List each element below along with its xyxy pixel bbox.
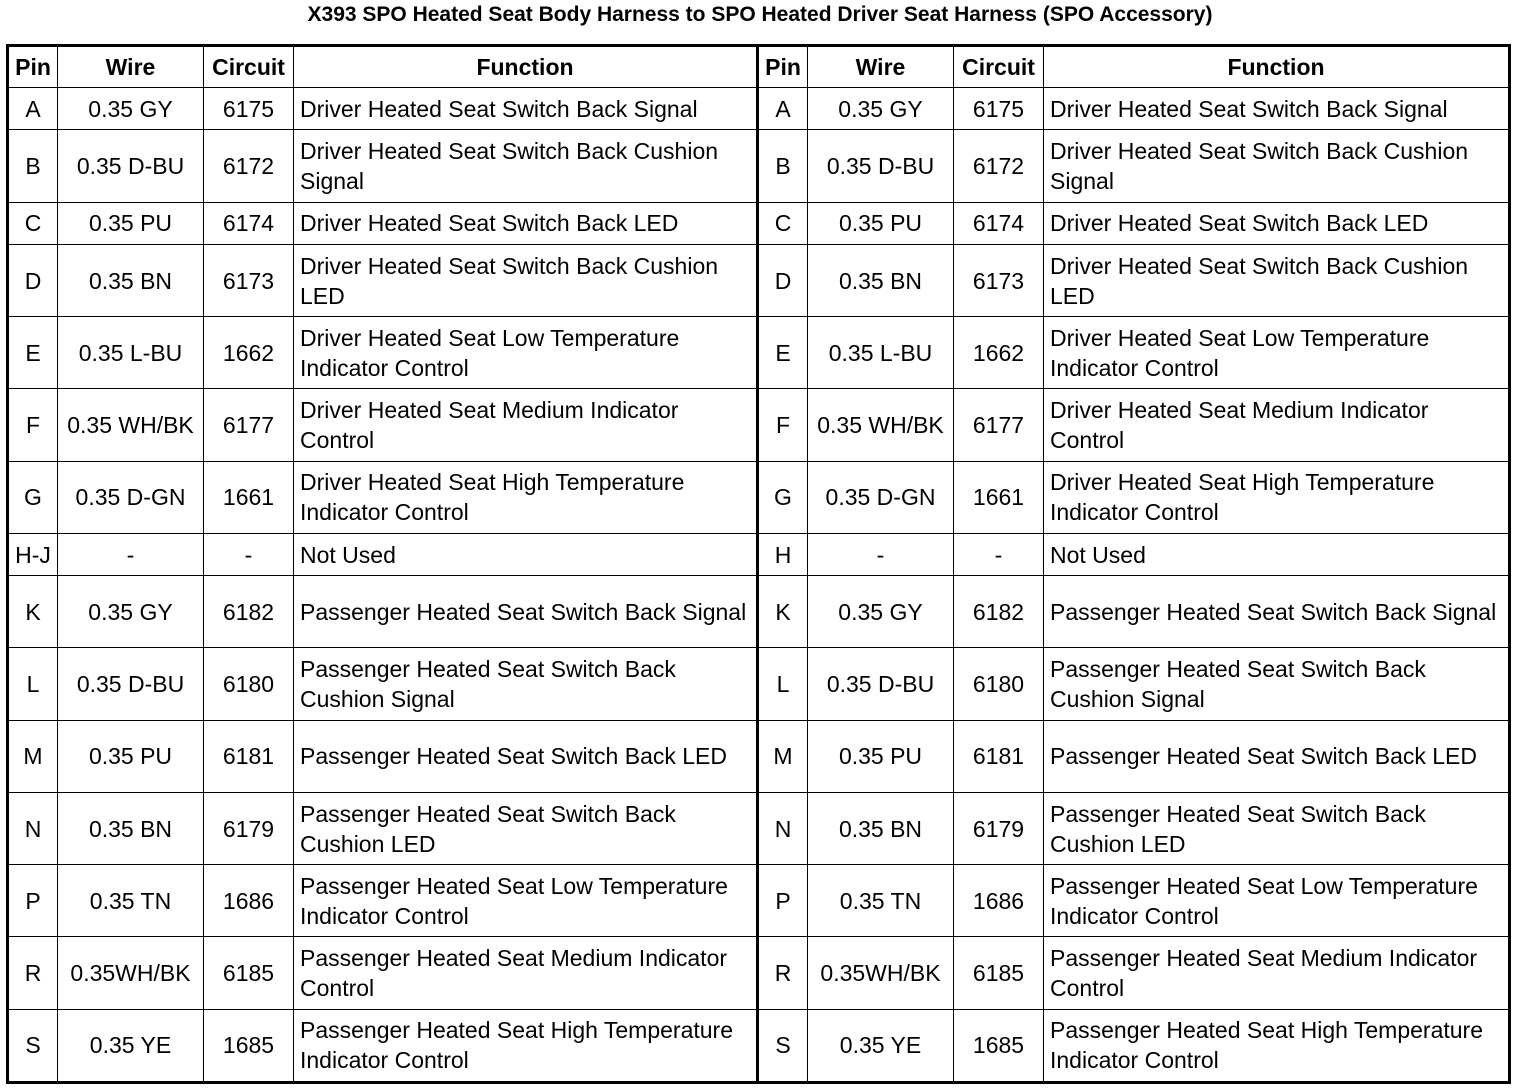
wire-cell: 0.35 YE [808,1009,954,1082]
header-function: Function [1044,46,1510,88]
function-cell: Not Used [1044,533,1510,575]
circuit-cell: 6181 [204,720,294,792]
pin-cell: N [758,792,808,864]
circuit-cell: - [204,533,294,575]
pin-cell: C [758,202,808,244]
function-cell: Driver Heated Seat Medium Indicator Control [1044,389,1510,461]
wire-cell: 0.35 GY [808,576,954,648]
function-cell: Driver Heated Seat Switch Back Cushion Signal [294,130,758,202]
table-row [8,244,1510,316]
function-cell: Driver Heated Seat Switch Back Cushion LED [294,244,758,316]
function-cell: Passenger Heated Seat Switch Back LED [294,720,758,792]
circuit-cell: 1662 [204,317,294,389]
table-row [8,202,1510,244]
circuit-cell: 6173 [204,244,294,316]
header-circuit: Circuit [204,46,294,88]
circuit-cell: 6172 [204,130,294,202]
header-pin: Pin [758,46,808,88]
function-cell: Driver Heated Seat Low Temperature Indicator Control [1044,317,1510,389]
table-row [8,88,1510,130]
wire-cell: 0.35WH/BK [58,937,204,1009]
pin-cell: P [8,865,58,937]
circuit-cell: 6175 [204,88,294,130]
function-cell: Driver Heated Seat Switch Back Cushion LED [1044,244,1510,316]
function-cell: Driver Heated Seat Low Temperature Indicator Control [294,317,758,389]
function-cell: Driver Heated Seat Switch Back LED [294,202,758,244]
circuit-cell: 6185 [204,937,294,1009]
wire-cell: 0.35 D-BU [808,648,954,720]
circuit-cell: 6182 [204,576,294,648]
wire-cell: 0.35 PU [808,202,954,244]
wire-cell: 0.35 TN [58,865,204,937]
function-cell: Passenger Heated Seat Switch Back Signal [1044,576,1510,648]
circuit-cell: 1685 [954,1009,1044,1082]
pin-cell: L [8,648,58,720]
pin-cell: E [758,317,808,389]
header-circuit: Circuit [954,46,1044,88]
circuit-cell: 6174 [204,202,294,244]
pin-cell: D [8,244,58,316]
pinout-table [6,44,1511,1084]
pin-cell: D [758,244,808,316]
pin-cell: G [758,461,808,533]
wire-cell: 0.35 GY [58,88,204,130]
header-row [8,46,1510,88]
wire-cell: 0.35 PU [808,720,954,792]
wire-cell: 0.35 BN [58,792,204,864]
function-cell: Driver Heated Seat Switch Back Signal [294,88,758,130]
function-cell: Passenger Heated Seat High Temperature Indicator Control [1044,1009,1510,1082]
function-cell: Passenger Heated Seat Switch Back Signal [294,576,758,648]
pin-cell: F [758,389,808,461]
pin-cell: K [8,576,58,648]
function-cell: Passenger Heated Seat Switch Back Cushion Signal [1044,648,1510,720]
circuit-cell: - [954,533,1044,575]
wire-cell: 0.35 D-BU [808,130,954,202]
function-cell: Driver Heated Seat Switch Back Cushion Signal [1044,130,1510,202]
pin-cell: N [8,792,58,864]
table-row [8,533,1510,575]
wire-cell: 0.35 L-BU [58,317,204,389]
wire-cell: - [808,533,954,575]
header-wire: Wire [808,46,954,88]
pin-cell: C [8,202,58,244]
pin-cell: S [758,1009,808,1082]
circuit-cell: 6173 [954,244,1044,316]
circuit-cell: 6172 [954,130,1044,202]
circuit-cell: 6177 [954,389,1044,461]
header-function: Function [294,46,758,88]
circuit-cell: 1661 [954,461,1044,533]
wire-cell: 0.35 TN [808,865,954,937]
pin-cell: H-J [8,533,58,575]
circuit-cell: 6175 [954,88,1044,130]
circuit-cell: 6180 [954,648,1044,720]
header-wire: Wire [58,46,204,88]
pin-cell: R [8,937,58,1009]
circuit-cell: 6185 [954,937,1044,1009]
wire-cell: 0.35 D-BU [58,130,204,202]
circuit-cell: 6182 [954,576,1044,648]
wire-cell: 0.35WH/BK [808,937,954,1009]
table-row [8,317,1510,389]
pin-cell: K [758,576,808,648]
wire-cell: 0.35 BN [58,244,204,316]
wire-cell: 0.35 WH/BK [58,389,204,461]
table-row [8,576,1510,648]
pin-cell: R [758,937,808,1009]
pin-cell: M [8,720,58,792]
pin-cell: M [758,720,808,792]
function-cell: Passenger Heated Seat Switch Back LED [1044,720,1510,792]
wire-cell: 0.35 WH/BK [808,389,954,461]
circuit-cell: 1685 [204,1009,294,1082]
pin-cell: A [758,88,808,130]
table-row [8,1009,1510,1082]
circuit-cell: 6181 [954,720,1044,792]
table-row [8,130,1510,202]
circuit-cell: 1686 [204,865,294,937]
function-cell: Passenger Heated Seat Switch Back Cushion LED [1044,792,1510,864]
wire-cell: 0.35 GY [808,88,954,130]
pin-cell: L [758,648,808,720]
pin-cell: B [758,130,808,202]
pin-cell: E [8,317,58,389]
function-cell: Passenger Heated Seat Medium Indicator Control [294,937,758,1009]
pin-cell: B [8,130,58,202]
wire-cell: 0.35 BN [808,244,954,316]
function-cell: Passenger Heated Seat Low Temperature Indicator Control [294,865,758,937]
circuit-cell: 1686 [954,865,1044,937]
function-cell: Driver Heated Seat Switch Back Signal [1044,88,1510,130]
document-title: X393 SPO Heated Seat Body Harness to SPO Heated Driver Seat Harness (SPO Accessory) [307,3,1213,26]
pin-cell: H [758,533,808,575]
wire-cell: 0.35 PU [58,720,204,792]
pin-cell: A [8,88,58,130]
function-cell: Driver Heated Seat Medium Indicator Control [294,389,758,461]
wire-cell: 0.35 D-GN [58,461,204,533]
function-cell: Driver Heated Seat High Temperature Indicator Control [294,461,758,533]
table-row [8,865,1510,937]
function-cell: Passenger Heated Seat Switch Back Cushion LED [294,792,758,864]
circuit-cell: 6174 [954,202,1044,244]
wire-cell: 0.35 D-BU [58,648,204,720]
table-row [8,937,1510,1009]
table-row [8,461,1510,533]
circuit-cell: 6179 [954,792,1044,864]
function-cell: Not Used [294,533,758,575]
pin-cell: F [8,389,58,461]
circuit-cell: 1662 [954,317,1044,389]
wire-cell: 0.35 GY [58,576,204,648]
pin-cell: P [758,865,808,937]
wire-cell: 0.35 L-BU [808,317,954,389]
function-cell: Driver Heated Seat Switch Back LED [1044,202,1510,244]
circuit-cell: 6179 [204,792,294,864]
function-cell: Passenger Heated Seat Switch Back Cushion Signal [294,648,758,720]
header-pin: Pin [8,46,58,88]
function-cell: Passenger Heated Seat Medium Indicator Control [1044,937,1510,1009]
wire-cell: 0.35 PU [58,202,204,244]
pin-cell: G [8,461,58,533]
circuit-cell: 1661 [204,461,294,533]
table-row [8,720,1510,792]
function-cell: Driver Heated Seat High Temperature Indicator Control [1044,461,1510,533]
wire-cell: 0.35 BN [808,792,954,864]
circuit-cell: 6177 [204,389,294,461]
table-row [8,389,1510,461]
table-row [8,792,1510,864]
pin-cell: S [8,1009,58,1082]
circuit-cell: 6180 [204,648,294,720]
wire-cell: - [58,533,204,575]
function-cell: Passenger Heated Seat High Temperature Indicator Control [294,1009,758,1082]
wire-cell: 0.35 YE [58,1009,204,1082]
wire-cell: 0.35 D-GN [808,461,954,533]
table-row [8,648,1510,720]
function-cell: Passenger Heated Seat Low Temperature Indicator Control [1044,865,1510,937]
